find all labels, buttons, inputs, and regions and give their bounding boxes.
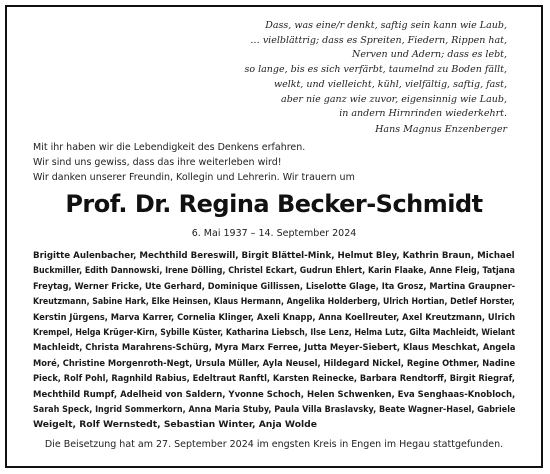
mourners-line: Pieck, Rolf Pohl, Ragnhild Rabius, Edeltraut Ranftl, Karsten Reinecke, Barbara Rendtorff, Birgit Riegraf, <box>33 373 515 385</box>
mourners-line: Kerstin Jürgens, Marva Karrer, Cornelia Klinger, Axeli Knapp, Anna Koellreuter, Axel Kreutzmann, Ulrich <box>33 311 516 323</box>
poem-line: aber nie ganz wie zuvor, eigensinnig wie Laub, <box>281 93 507 105</box>
funeral-note: Die Beisetzung hat am 27. September 2024 im engsten Kreis in Engen im Hegau stattgefunden. <box>44 439 504 450</box>
deceased-name: Prof. Dr. Regina Becker-Schmidt <box>65 190 483 218</box>
poem-line: so lange, bis es sich verfärbt, taumelnd zu Boden fällt, <box>244 64 507 76</box>
obituary-frame <box>5 5 543 468</box>
mourners-line: Freytag, Werner Fricke, Ute Gerhard, Dominique Gillissen, Liselotte Glage, Ita Grosz, Martina Graupner- <box>33 280 516 292</box>
poem-line: in andern Hirnrinden wiederkehrt. <box>339 108 507 120</box>
poem-line: Nerven und Adern; dass es lebt, <box>352 49 507 61</box>
intro-text <box>33 140 513 186</box>
intro-line: Wir danken unserer Freundin, Kollegin und Lehrerin. Wir trauern um <box>33 172 355 184</box>
poem-line: welkt, und vielleicht, kühl, vielfältig, saftig, fast, <box>273 78 507 90</box>
poem-author: Hans Magnus Enzenberger <box>375 123 507 135</box>
mourners-line: Machleidt, Christa Marahrens-Schürg, Myra Marx Ferree, Jutta Meyer-Siebert, Klaus Meschkat, Angela <box>33 342 516 354</box>
mourners-line: Sarah Speck, Ingrid Sommerkorn, Anna Maria Stuby, Paula Villa Braslavsky, Beate Wagner-Hasel, Gabriele <box>33 404 516 416</box>
mourners-line: Brigitte Aulenbacher, Mechthild Bereswill, Birgit Blättel-Mink, Helmut Bley, Kathrin Braun, Michael <box>33 250 515 261</box>
life-dates: 6. Mai 1937 – 14. September 2024 <box>191 228 357 239</box>
mourners-list <box>33 248 515 433</box>
mourners-line: Moré, Christine Morgenroth-Negt, Ursula Müller, Ayla Neusel, Hildegard Nickel, Regine Othmer, Nadine <box>33 357 516 369</box>
poem-line: … vielblättrig; dass es Spreiten, Fiedern, Rippen hat, <box>250 34 507 46</box>
intro-line: Mit ihr haben wir die Lebendigkeit des Denkens erfahren. <box>33 142 306 153</box>
intro-line: Wir sind uns gewiss, dass das ihre weiterleben wird! <box>33 157 282 169</box>
poem-line: Dass, was eine/r denkt, saftig sein kann wie Laub, <box>265 20 507 31</box>
mourners-line: Kreutzmann, Sabine Hark, Elke Heinsen, Klaus Hermann, Angelika Holderberg, Ulrich Hortian, Detlef Horster, <box>33 296 515 308</box>
poem-block <box>137 19 507 138</box>
mourners-line: Mechthild Rumpf, Adelheid von Saldern, Yvonne Schoch, Helen Schwenken, Eva Senghaas-Knobloch, <box>33 388 516 400</box>
mourners-line: Buckmiller, Edith Dannowski, Irene Dölling, Christel Eckart, Gudrun Ehlert, Karin Flaake, Anne Fleig, Tatjana <box>33 265 515 277</box>
mourners-line: Krempel, Helga Krüger-Kirn, Sybille Küster, Katharina Liebsch, Ilse Lenz, Helma Lutz, Gilta Machleidt, Wielant <box>33 327 515 339</box>
mourners-line: Weigelt, Rolf Wernstedt, Sebastian Winter, Anja Wolde <box>33 419 317 431</box>
